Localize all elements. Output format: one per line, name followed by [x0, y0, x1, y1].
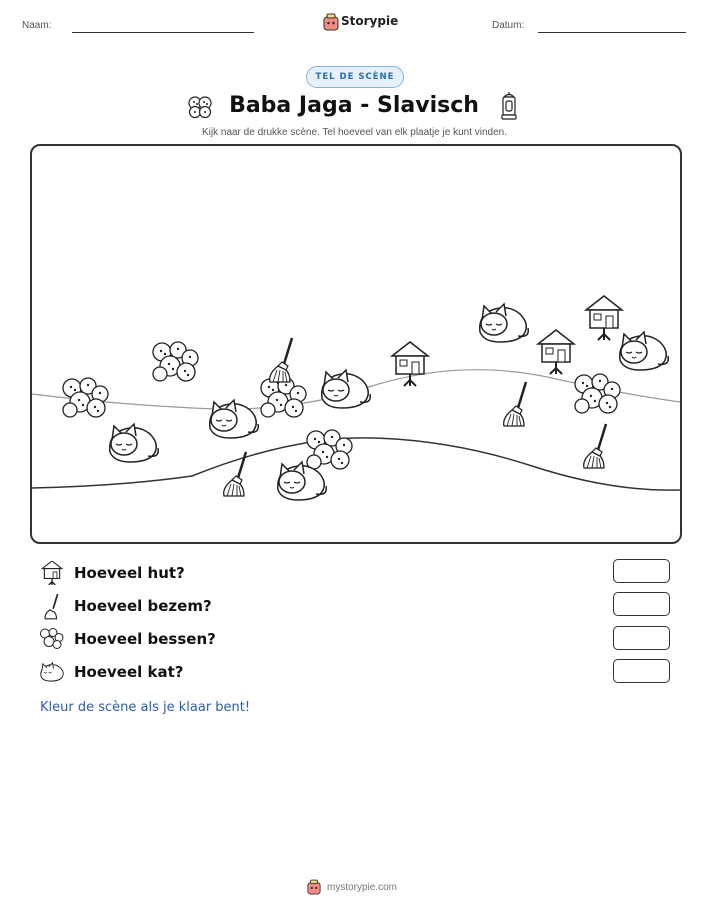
- activity-badge: TEL DE SCÈNE: [306, 66, 404, 88]
- hut-2: [538, 330, 574, 374]
- hut-3: [586, 296, 622, 340]
- storypie-logo-icon: [307, 879, 321, 895]
- berries-3: [261, 378, 306, 417]
- lantern-icon: [498, 90, 520, 122]
- question-kat: Hoeveel kat?: [74, 663, 184, 681]
- storypie-logo-icon: [323, 13, 339, 31]
- footer-brand: [307, 879, 407, 897]
- cat-2: [210, 400, 259, 438]
- date-label: Datum:: [492, 20, 525, 31]
- coloring-instruction: Kleur de scène als je klaar bent!: [40, 700, 251, 715]
- broom-3: [504, 382, 526, 426]
- broom-4: [584, 424, 606, 468]
- instructions-text: Kijk naar de drukke scène. Tel hoeveel van elk plaatje je kunt vinden.: [201, 127, 507, 138]
- cat-6: [620, 332, 669, 370]
- name-line[interactable]: [72, 32, 254, 33]
- name-label: Naam:: [22, 20, 52, 31]
- berries-2: [153, 342, 198, 381]
- berries-5: [575, 374, 620, 413]
- brand-logo: [323, 13, 399, 33]
- question-bessen: Hoeveel bessen?: [74, 630, 216, 648]
- broom-icon: [40, 594, 64, 620]
- berries-4: [307, 430, 352, 469]
- cat-5: [480, 304, 529, 342]
- question-bezem: Hoeveel bezem?: [74, 597, 212, 615]
- date-line[interactable]: [538, 32, 686, 33]
- answer-box-kat[interactable]: [613, 659, 670, 683]
- cat-icon: [40, 661, 66, 683]
- cat-3: [322, 370, 371, 408]
- answer-box-hut[interactable]: [613, 559, 670, 583]
- cat-1: [110, 424, 159, 462]
- berries-icon: [40, 628, 64, 650]
- broom-1: [270, 338, 292, 382]
- berries-icon: [186, 94, 214, 120]
- scene-illustration: [32, 146, 680, 542]
- brand-name: Storypie: [341, 14, 399, 28]
- page-title: Baba Jaga - Slavisch: [229, 93, 479, 118]
- berries-1: [63, 378, 108, 417]
- counting-scene: [30, 144, 682, 544]
- answer-box-bezem[interactable]: [613, 592, 670, 616]
- footer-site[interactable]: mystorypie.com: [327, 882, 398, 893]
- question-hut: Hoeveel hut?: [74, 564, 185, 582]
- answer-box-bessen[interactable]: [613, 626, 670, 650]
- hut-icon: [40, 561, 64, 585]
